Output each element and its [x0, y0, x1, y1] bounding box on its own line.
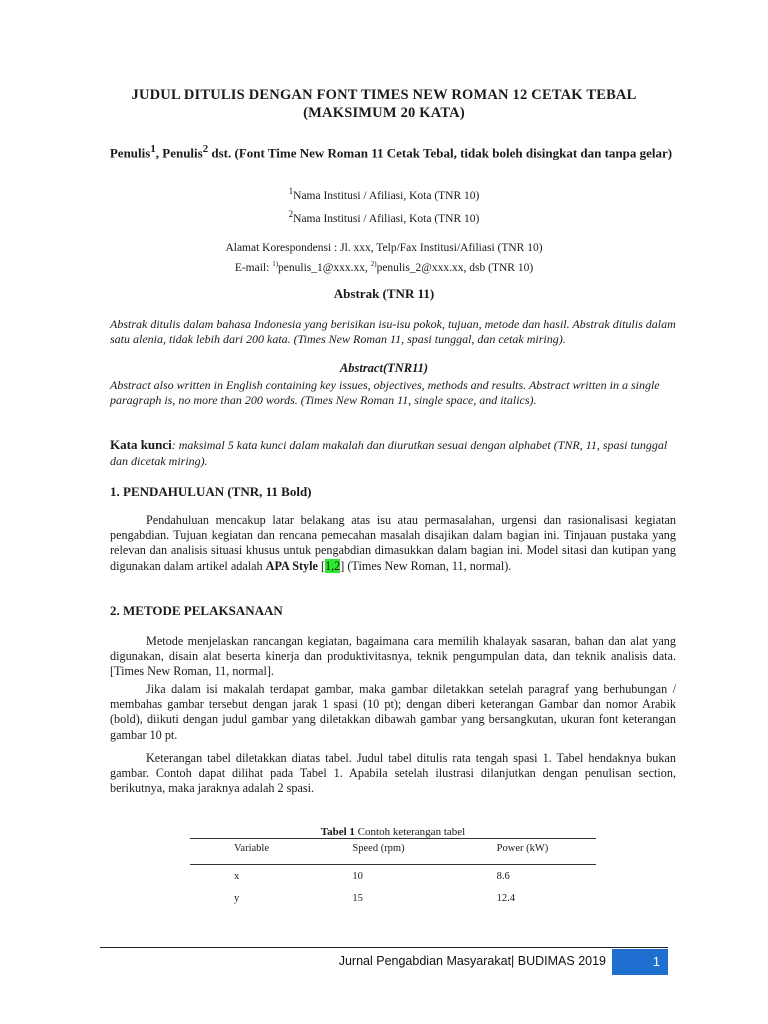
- author-2-affiliation-mark: 2: [202, 143, 209, 155]
- citation-close: ]: [340, 558, 345, 573]
- footer-divider: [100, 947, 668, 948]
- author-1: Penulis: [109, 145, 151, 161]
- table-caption: [190, 826, 596, 838]
- email-2-mark: 2): [370, 260, 377, 268]
- table-row: [190, 865, 596, 888]
- email-1-mark: 1): [272, 260, 279, 268]
- data-table: [190, 838, 596, 909]
- title-line-2: (MAKSIMUM 20 KATA): [303, 105, 465, 121]
- keywords: [110, 437, 676, 469]
- table-cell: x: [234, 871, 240, 882]
- institution-2: [100, 209, 668, 225]
- section-2-paragraph-2: Jika dalam isi makalah terdapat gambar, maka gambar diletakkan setelah paragraf yang berhubungan / membahas gambar tersebut dengan jarak 1 spasi (10 pt); dengan diberi keterangan Gambar dan nomor Arabik (bold), diikuti dengan judul gambar yang diletakkan dibawah gambar yang bersangkutan, ukuran font keterangan gambar 10 pt.: [110, 682, 676, 742]
- table-cell: 12.4: [496, 893, 516, 904]
- paper-title: [100, 86, 668, 122]
- section-1-paragraph: [110, 513, 676, 574]
- table-cell: 10: [352, 871, 363, 882]
- author-line: [96, 140, 686, 162]
- correspondence-email: [100, 256, 668, 276]
- table-header-cell: Power (kW): [453, 839, 596, 865]
- table-caption-text: Contoh keterangan tabel: [354, 826, 466, 838]
- abstract-heading-en: Abstract(TNR11): [339, 361, 429, 375]
- keywords-label: Kata kunci: [110, 437, 172, 452]
- email-prefix: E-mail:: [234, 261, 273, 274]
- institution-1-mark: 1: [288, 186, 294, 196]
- author-1-affiliation-mark: 1: [150, 143, 156, 155]
- section-2-paragraph-1: Metode menjelaskan rancangan kegiatan, bagaimana cara memilih khalayak sasaran, bahan dan alat yang digunakan, disain alat beserta kinerja dan produktivitasnya, teknik pengumpulan data, dan teknik analisis data. [Times New Roman, 11, normal].: [110, 634, 676, 679]
- table-caption-label: Tabel 1: [320, 826, 355, 838]
- table-cell: 8.6: [496, 871, 510, 882]
- page-number-badge: 1: [612, 949, 668, 975]
- citation-link[interactable]: 1,2: [325, 558, 341, 573]
- table-header-row: [190, 839, 596, 865]
- section-1-text-end: (Times New Roman, 11, normal).: [344, 558, 512, 573]
- table-header-cell: Speed (rpm): [308, 839, 452, 865]
- author-2: Penulis: [162, 145, 203, 161]
- keywords-text: : maksimal 5 kata kunci dalam makalah dan diurutkan sesuai dengan alphabet (TNR, 11, spasi tunggal dan dicetak miring).: [110, 438, 668, 468]
- abstract-text-en: Abstract also written in English containing key issues, objectives, methods and results. Abstract written in a single paragraph is, no more than 200 words. (Times New Roman 11, single space, and italics).: [110, 378, 660, 407]
- table-row: [190, 887, 596, 909]
- institution-2-text: Nama Institusi / Afiliasi, Kota (TNR 10): [293, 212, 480, 225]
- citation-open: [: [317, 558, 326, 573]
- table-cell: 15: [352, 893, 363, 904]
- section-1-text: Pendahuluan mencakup latar belakang atas isu atau permasalahan, urgensi dan rasionalisasi kegiatan pengabdian. Tujuan kegiatan dan rencana pemecahan masalah disajikan dalam bagian ini. Tinjauan pustaka yang relevan dan analisis situasi khusus untuk pengabdian dimasukkan dalam bagian ini. Model sitasi dan kutipan yang digunakan dalam artikel adalah: [110, 513, 676, 573]
- abstract-heading: Abstrak (TNR 11): [333, 286, 435, 301]
- apa-style-text: APA Style: [265, 558, 318, 573]
- footer-journal-name: Jurnal Pengabdian Masyarakat| BUDIMAS 2019: [338, 954, 606, 968]
- table-header-cell: Variable: [190, 839, 308, 865]
- section-2-heading: 2. METODE PELAKSANAAN: [110, 603, 283, 618]
- email-1: penulis_1@xxx.xx,: [278, 261, 371, 274]
- author-separator: ,: [155, 145, 163, 161]
- institution-1-text: Nama Institusi / Afiliasi, Kota (TNR 10): [293, 189, 480, 202]
- section-1-heading: 1. PENDAHULUAN (TNR, 11 Bold): [110, 484, 312, 499]
- institution-1: [100, 186, 668, 202]
- correspondence-block: [100, 240, 668, 276]
- institution-2-mark: 2: [288, 209, 294, 219]
- abstract-text-id: Abstrak ditulis dalam bahasa Indonesia yang berisikan isu-isu pokok, tujuan, metode dan hasil. Abstrak ditulis dalam satu alenia, tidak lebih dari 200 kata. (Times New Roman 11, spasi tunggal, dan cetak miring).: [110, 317, 676, 346]
- email-2: penulis_2@xxx.xx, dsb (TNR 10): [376, 261, 534, 274]
- table-cell: y: [234, 893, 240, 904]
- author-note: dst. (Font Time New Roman 11 Cetak Tebal, tidak boleh disingkat dan tanpa gelar): [208, 145, 673, 161]
- title-line-1: JUDUL DITULIS DENGAN FONT TIMES NEW ROMAN 12 CETAK TEBAL: [131, 87, 637, 103]
- correspondence-address: Alamat Korespondensi : Jl. xxx, Telp/Fax Institusi/Afiliasi (TNR 10): [225, 242, 543, 254]
- section-2-paragraph-3: Keterangan tabel diletakkan diatas tabel. Judul tabel ditulis rata tengah spasi 1. Tabel hendaknya bukan gambar. Contoh dapat dilihat pada Tabel 1. Apabila setelah ilustrasi dilanjutkan dengan penulisan section, berikutnya, maka jaraknya adalah 2 spasi.: [110, 751, 676, 796]
